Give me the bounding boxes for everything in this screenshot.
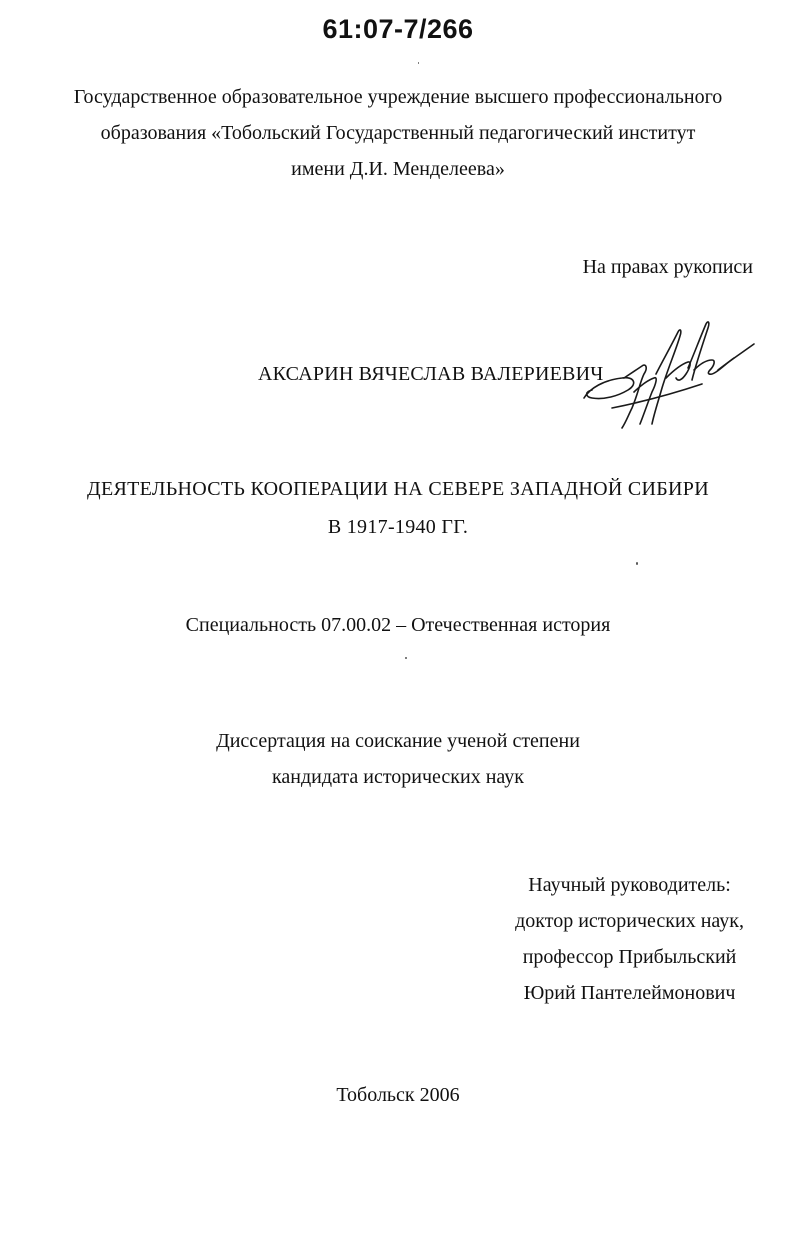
specialty: Специальность 07.00.02 – Отечественная история bbox=[185, 614, 611, 636]
city-year: Тобольск 2006 bbox=[336, 1084, 460, 1106]
dissertation-title bbox=[0, 470, 796, 546]
advisor-block bbox=[515, 867, 744, 1011]
title-line: В 1917-1940 ГГ. bbox=[327, 516, 469, 538]
institution-block bbox=[0, 79, 796, 187]
scan-speck bbox=[636, 562, 638, 565]
advisor-line: Юрий Пантелеймонович bbox=[523, 982, 736, 1004]
institution-line: имени Д.И. Менделеева» bbox=[291, 158, 505, 180]
rights-note: На правах рукописи bbox=[582, 256, 753, 278]
degree-line: Диссертация на соискание ученой степени bbox=[216, 730, 580, 752]
author-name: АКСАРИН ВЯЧЕСЛАВ ВАЛЕРИЕВИЧ bbox=[258, 363, 604, 385]
degree-block bbox=[0, 723, 796, 795]
advisor-line: Научный руководитель: bbox=[528, 874, 731, 896]
advisor-line: профессор Прибыльский bbox=[522, 946, 737, 968]
scan-speck bbox=[418, 62, 419, 64]
title-line: ДЕЯТЕЛЬНОСТЬ КООПЕРАЦИИ НА СЕВЕРЕ ЗАПАДНОЙ СИБИРИ bbox=[87, 478, 709, 500]
degree-line: кандидата исторических наук bbox=[271, 766, 525, 788]
institution-line: Государственное образовательное учреждение высшего профессионального bbox=[73, 86, 723, 108]
scan-speck bbox=[405, 657, 407, 659]
signature-icon bbox=[582, 318, 762, 433]
catalog-number: 61:07-7/266 bbox=[322, 14, 474, 44]
advisor-line: доктор исторических наук, bbox=[515, 910, 744, 932]
institution-line: образования «Тобольский Государственный педагогический институт bbox=[100, 122, 696, 144]
